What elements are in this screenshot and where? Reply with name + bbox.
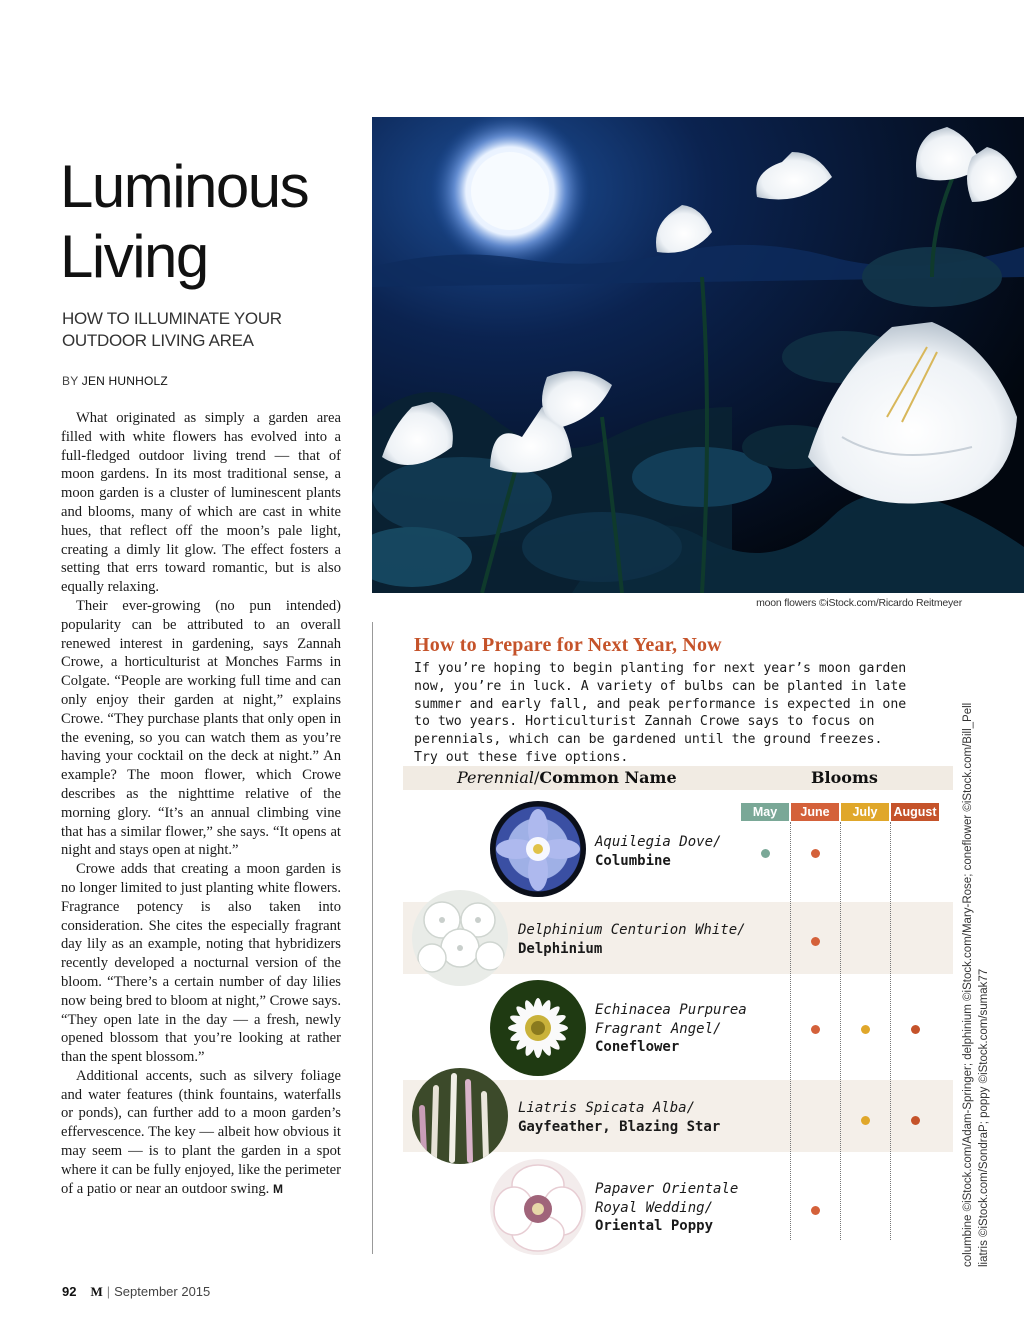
- poppy-photo: [490, 1159, 586, 1255]
- title-line-1: Luminous: [60, 153, 309, 220]
- liatris-photo: [412, 1068, 508, 1164]
- article-body: [61, 409, 341, 1198]
- month-label: August: [893, 805, 937, 819]
- common-name-label: Common Name: [539, 768, 677, 787]
- page-number: 92: [62, 1284, 77, 1299]
- body-paragraph: [61, 1067, 341, 1199]
- month-june: [791, 803, 839, 821]
- article-subtitle: HOW TO ILLUMINATE YOUR OUTDOOR LIVING AREA: [62, 309, 282, 350]
- month-label: June: [800, 805, 830, 819]
- bloom-dot: [811, 849, 820, 858]
- photo-caption: moon flowers ©iStock.com/Ricardo Reitmeyer: [756, 597, 962, 609]
- article-title: [60, 152, 360, 292]
- credits-line: liatris ©iStock.com/SondraP; poppy ©iStock.com/sumak77: [978, 968, 990, 1267]
- bloom-dot: [811, 937, 820, 946]
- bloom-dot: [911, 1116, 920, 1125]
- table-header: [403, 766, 953, 790]
- title-line-2: Living: [60, 223, 208, 290]
- plant-latin-name: Echinacea Purpurea Fragrant Angel/: [595, 1002, 747, 1037]
- grid-line: [890, 822, 891, 1240]
- end-mark: M: [272, 1181, 283, 1196]
- page-folio: 92 M | September 2015: [62, 1284, 211, 1299]
- plant-common-name: Delphinium: [518, 940, 603, 957]
- month-may: [741, 803, 789, 821]
- plant-latin-name: Delphinium Centurion White/: [518, 922, 746, 938]
- bloom-dot: [811, 1206, 820, 1215]
- plant-name-poppy: [595, 1180, 755, 1236]
- bloom-dot: [861, 1116, 870, 1125]
- column-separator: /: [534, 768, 540, 787]
- grid-line: [840, 822, 841, 1240]
- perennial-label: Perennial: [457, 768, 535, 787]
- moon-flowers-photo: [372, 117, 1024, 593]
- plant-common-name: Coneflower: [595, 1039, 680, 1055]
- plant-name-liatris: [518, 1099, 738, 1136]
- byline: [62, 374, 168, 388]
- month-label: July: [852, 805, 878, 819]
- plant-latin-name: Liatris Spicata Alba/: [518, 1100, 696, 1116]
- bloom-dot: [911, 1025, 920, 1034]
- plant-common-name: Gayfeather, Blazing Star: [518, 1118, 721, 1135]
- column-header-name: [457, 768, 677, 787]
- body-paragraph: Crowe adds that creating a moon garden is no longer limited to just planting white flowers. Fragrance potency is also taken into consideration. She cites the especially fragrant day lily as an example, noting that hybridizers recently developed a nocturnal version of the bloom. “There’s a certain number of day lilies now being bred to bloom at night,” Crowe says. “They open late in the day — a fresh, newly opened blossom that you’re looking at rather than the spent blossom.”: [61, 861, 341, 1066]
- credits-line: columbine ©iStock.com/Adam-Springer; delphinium ©iStock.com/Mary-Rose; coneflower ©iStock.com/Bill_Pell: [962, 702, 974, 1267]
- month-label: May: [752, 805, 778, 819]
- plant-name-coneflower: [595, 1001, 755, 1057]
- plant-common-name: Columbine: [595, 852, 671, 869]
- moon-flowers-illustration: [372, 117, 1024, 593]
- column-header-blooms: Blooms: [811, 768, 878, 787]
- plant-latin-name: Aquilegia Dove/: [595, 834, 722, 850]
- magazine-mark: M: [90, 1284, 103, 1299]
- body-paragraph-text: Additional accents, such as silvery foliage and water features (think fountains, waterfalls or ponds), can further add to a moon garden’s effervescence. The key — albeit how obvious it may seem — is to plant the garden in a spot where it can be fully enjoyed, like the perimeter of a patio or near an outdoor swing.: [61, 1067, 342, 1197]
- plant-name-delphinium: [518, 921, 748, 958]
- column-divider: [372, 622, 373, 1254]
- sidebar-intro: If you’re hoping to begin planting for next year’s moon garden now, you’re in luck. A variety of bulbs can be planted in late summer and early fall, and peak performance is expected in one to two years. Horticulturist Zannah Crowe says to focus on perennials, which can be gardened until the ground freezes. Try out these five options.: [414, 661, 907, 765]
- coneflower-photo: [490, 980, 586, 1076]
- plant-latin-name: Papaver Orientale Royal Wedding/: [595, 1181, 739, 1216]
- issue-date: September 2015: [114, 1284, 211, 1299]
- plant-name-columbine: [595, 833, 735, 870]
- grid-line: [790, 822, 791, 1240]
- bloom-dot: [861, 1025, 870, 1034]
- bloom-dot: [811, 1025, 820, 1034]
- month-august: [891, 803, 939, 821]
- delphinium-photo: [412, 890, 508, 986]
- author-name: JEN HUNHOLZ: [81, 374, 168, 388]
- plant-common-name: Oriental Poppy: [595, 1218, 714, 1234]
- body-paragraph: Their ever-growing (no pun intended) popularity can be attributed to an overall renewed interest in gardening, says Zannah Crowe, a horticulturist at Monches Farms in Colgate. “People are working full time and can only enjoy their garden at night,” explains Crowe. “They purchase plants that only open in the evening, so you can watch them as you’re having your cocktail on the deck at night.” An example? The moon flower, which Crowe describes as the nighttime relative of the morning glory. “It’s an annual climbing vine that has a similar flower,” she says. “It opens at night and stays open at night.”: [61, 597, 341, 859]
- bloom-dot: [761, 849, 770, 858]
- photo-credits: [960, 612, 1000, 1267]
- body-paragraph: What originated as simply a garden area filled with white flowers has evolved into a full-fledged outdoor living trend — that of moon gardens. In its most traditional sense, a moon garden is a cluster of luminescent plants and blooms, many of which are cast in white hues, that reflect off the moon’s pale light, creating a dimly lit glow. The effect fosters a setting that errs toward romantic, but is also equally relaxing.: [61, 410, 341, 596]
- month-july: [841, 803, 889, 821]
- sidebar-heading: How to Prepare for Next Year, Now: [414, 634, 722, 656]
- byline-prefix: BY: [62, 374, 79, 388]
- columbine-photo: [490, 801, 586, 897]
